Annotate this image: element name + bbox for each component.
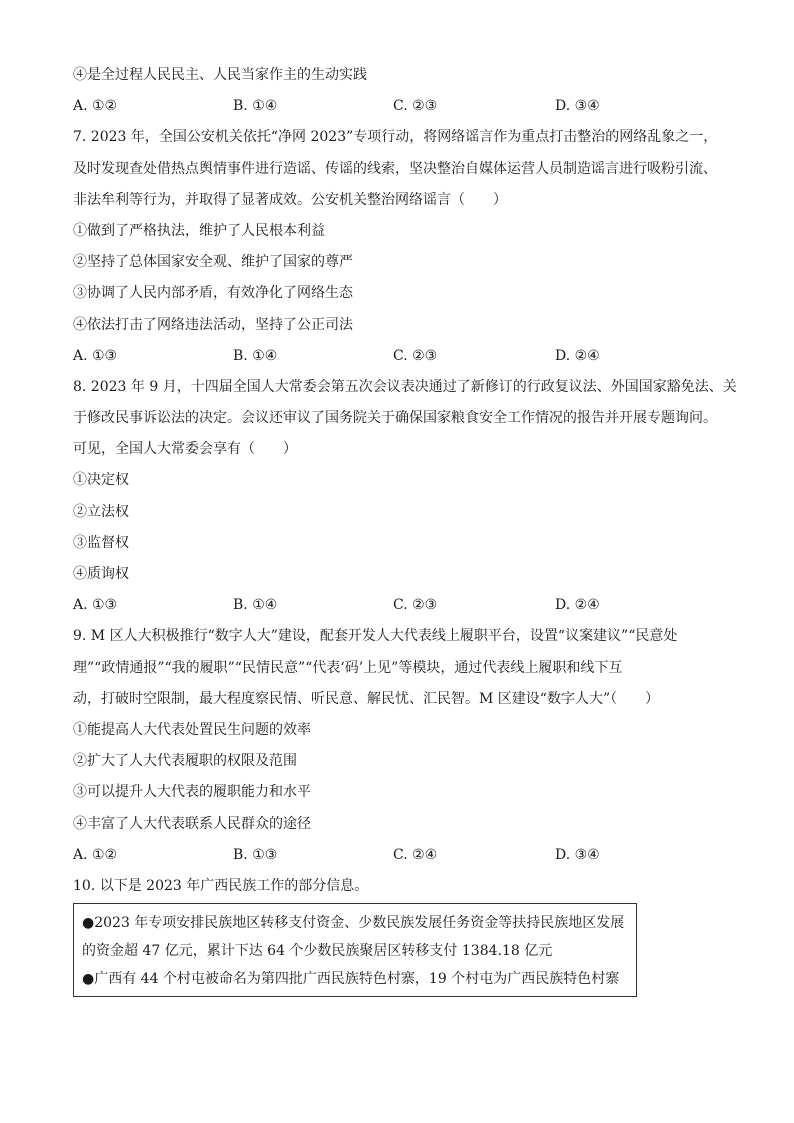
q8-item-4: ④质询权 <box>73 566 129 582</box>
q6-option-d[interactable]: D. ③④ <box>555 98 600 115</box>
q9-item-2: ②扩大了人大代表履职的权限及范围 <box>73 753 297 770</box>
q9-option-d[interactable]: D. ③④ <box>555 846 600 863</box>
q7-item-1: ①做到了严格执法，维护了人民根本利益 <box>73 222 325 239</box>
q6-options <box>73 91 733 122</box>
q9-option-a[interactable]: A. ①② <box>73 846 118 863</box>
q7-option-a[interactable]: A. ①③ <box>73 347 118 364</box>
q7-stem-line-1: 7. 2023 年，全国公安机关依托“净网 2023”专项行动，将网络谣言作为重点打击整治的网络乱象之一， <box>73 129 718 146</box>
q9-option-c[interactable]: C. ②④ <box>393 846 438 863</box>
q10-info-box <box>73 903 637 997</box>
q9-options <box>73 840 733 871</box>
q6-option-a[interactable]: A. ①② <box>73 98 118 115</box>
exam-page <box>73 60 737 987</box>
q6-item-4: ④是全过程人民民主、人民当家作主的生动实践 <box>73 67 367 83</box>
q7-item-3: ③协调了人民内部矛盾，有效净化了网络生态 <box>73 285 353 302</box>
q9-option-b[interactable]: B. ①③ <box>233 846 278 863</box>
q8-stem-line-2: 于修改民事诉讼法的决定。会议还审议了国务院关于确保国家粮食安全工作情况的报告并开展专题询问。 <box>73 410 717 427</box>
q10-stem: 10. 以下是 2023 年广西民族工作的部分信息。 <box>73 877 369 894</box>
q7-options <box>73 341 733 372</box>
q9-stem-line-2: 理”“政情通报”“我的履职”“民情民意”“代表‘码’上见”等模块，通过代表线上履职和线下互 <box>73 659 623 676</box>
q8-item-3: ③监督权 <box>73 534 129 551</box>
q7-option-b[interactable]: B. ①④ <box>233 347 278 364</box>
q7-stem-line-2: 及时发现查处借热点舆情事件进行造谣、传谣的线索，坚决整治自媒体运营人员制造谣言进行吸粉引流、 <box>73 160 717 177</box>
q9-item-4: ④丰富了人大代表联系人民群众的途径 <box>73 815 311 832</box>
q7-item-4: ④依法打击了网络违法活动，坚持了公正司法 <box>73 316 353 333</box>
q8-option-b[interactable]: B. ①④ <box>233 597 278 614</box>
q8-item-1: ①决定权 <box>73 472 129 489</box>
q8-options <box>73 590 733 621</box>
q6-option-c[interactable]: C. ②③ <box>393 98 438 115</box>
q8-stem-line-3: 可见，全国人大常委会享有（ ） <box>73 441 297 458</box>
q10-box-line-1: ●2023 年专项安排民族地区转移支付资金、少数民族发展任务资金等扶持民族地区发展 <box>82 915 625 931</box>
q9-stem-line-1: 9. M 区人大积极推行“数字人大”建设，配套开发人大代表线上履职平台，设置“议案建议”“民意处 <box>73 628 678 645</box>
q7-stem-line-3: 非法牟利等行为，并取得了显著成效。公安机关整治网络谣言（ ） <box>73 191 507 208</box>
q7-item-2: ②坚持了总体国家安全观、维护了国家的尊严 <box>73 254 353 271</box>
q9-item-3: ③可以提升人大代表的履职能力和水平 <box>73 784 311 801</box>
q7-option-d[interactable]: D. ②④ <box>555 347 600 364</box>
q8-item-2: ②立法权 <box>73 503 129 520</box>
q8-stem-line-1: 8. 2023 年 9 月，十四届全国人大常委会第五次会议表决通过了新修订的行政复议法、外国国家豁免法、关 <box>73 378 737 395</box>
q10-box-line-3: ●广西有 44 个村屯被命名为第四批广西民族特色村寨，19 个村屯为广西民族特色村寨 <box>82 971 620 987</box>
q8-option-c[interactable]: C. ②③ <box>393 597 438 614</box>
q6-option-b[interactable]: B. ①④ <box>233 98 278 115</box>
q8-option-d[interactable]: D. ②④ <box>555 597 600 614</box>
q7-option-c[interactable]: C. ②③ <box>393 347 438 364</box>
q9-stem-line-3: 动，打破时空限制，最大程度察民情、听民意、解民忧、汇民智。M 区建设“数字人大”（ ） <box>73 690 660 707</box>
q8-option-a[interactable]: A. ①③ <box>73 597 118 614</box>
q10-box-line-2: 的资金超 47 亿元，累计下达 64 个少数民族聚居区转移支付 1384.18 亿元 <box>82 943 553 959</box>
q9-item-1: ①能提高人大代表处置民生问题的效率 <box>73 721 311 738</box>
